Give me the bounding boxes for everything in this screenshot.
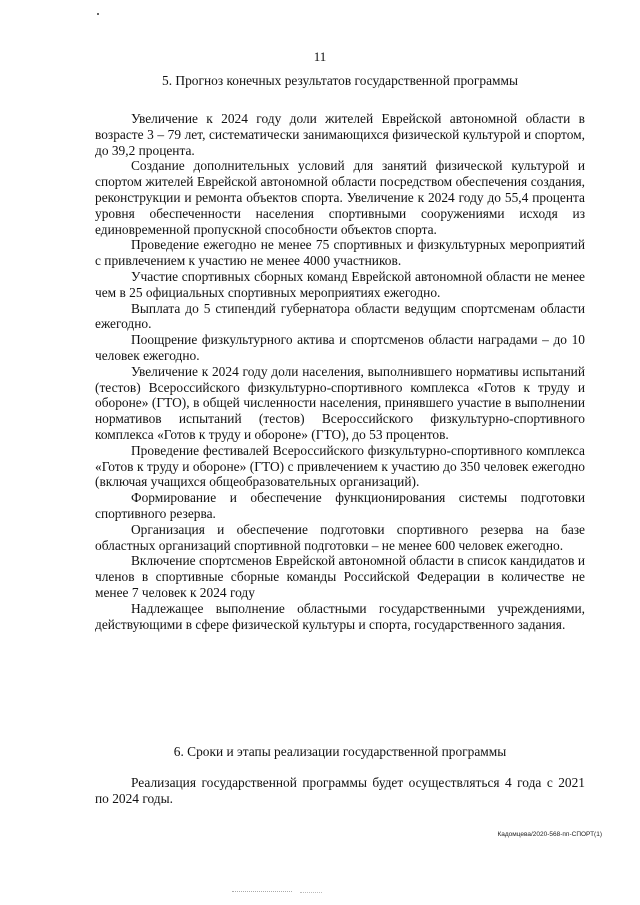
paragraph: Реализация государственной программы будет осуществляться 4 года с 2021 по 2024 годы.	[95, 775, 585, 806]
paragraph: Выплата до 5 стипендий губернатора области ведущим спортсменам области ежегодно.	[95, 300, 585, 332]
paragraph: Проведение ежегодно не менее 75 спортивных и физкультурных мероприятий с привлечением к участию не менее 4000 участников.	[95, 237, 585, 269]
page-number: 11	[313, 49, 327, 64]
paragraph: Увеличение к 2024 году доли населения, выполнившего нормативы испытаний (тестов) Всероссийского физкультурно-спортивного комплекса «Готов к труду и обороне» (ГТО), в общей численности населения, принявшего участие в выполнении нормативов испытаний (тестов) Всероссийского физкультурно-спортивного комплекса «Готов к труду и обороне» (ГТО), до 53 процентов.	[95, 363, 585, 442]
section-5-title: 5. Прогноз конечных результатов государственной программы	[162, 73, 518, 88]
paragraph: Увеличение к 2024 году доли жителей Еврейской автономной области в возрасте 3 – 79 лет, систематически занимающихся физической культурой и спортом, до 39,2 процента.	[95, 111, 585, 158]
paragraph: Включение спортсменов Еврейской автономной области в список кандидатов и членов в спортивные сборные команды Российской Федерации в количестве не менее 7 человек к 2024 году	[95, 553, 585, 600]
paragraph: Надлежащее выполнение областными государственными учреждениями, действующими в сфере физической культуры и спорта, государственного задания.	[95, 600, 585, 632]
scan-artifact	[300, 892, 322, 894]
paragraph: Поощрение физкультурного актива и спортсменов области наградами – до 10 человек ежегодно.	[95, 332, 585, 363]
section-5-body	[95, 111, 585, 632]
scan-dot	[97, 13, 99, 15]
scan-artifact	[232, 891, 292, 893]
paragraph: Формирование и обеспечение функционирования системы подготовки спортивного резерва.	[95, 490, 585, 521]
paragraph: Создание дополнительных условий для занятий физической культурой и спортом жителей Еврейской автономной области посредством обеспечения создания, реконструкции и ремонта объектов спорта. Увеличение к 2024 году до 55,4 процента уровня обеспеченности населения спортивными сооружениями исходя из единовременной пропускной способности объектов спорта.	[95, 158, 585, 237]
document-code: Кадомцева/2020-568-пп-СПОРТ(1)	[497, 831, 602, 838]
paragraph: Участие спортивных сборных команд Еврейской автономной области не менее чем в 25 официальных спортивных мероприятиях ежегодно.	[95, 268, 585, 300]
paragraph: Проведение фестивалей Всероссийского физкультурно-спортивного комплекса «Готов к труду и обороне» (ГТО) с привлечением к участию до 350 человек ежегодно (включая учащихся общеобразовательных организаций).	[95, 442, 585, 490]
section-6-body	[95, 775, 585, 807]
section-6-title: 6. Сроки и этапы реализации государственной программы	[173, 744, 507, 759]
paragraph: Организация и обеспечение подготовки спортивного резерва на базе областных организаций спортивной подготовки – не менее 600 человек ежегодно.	[95, 521, 585, 553]
